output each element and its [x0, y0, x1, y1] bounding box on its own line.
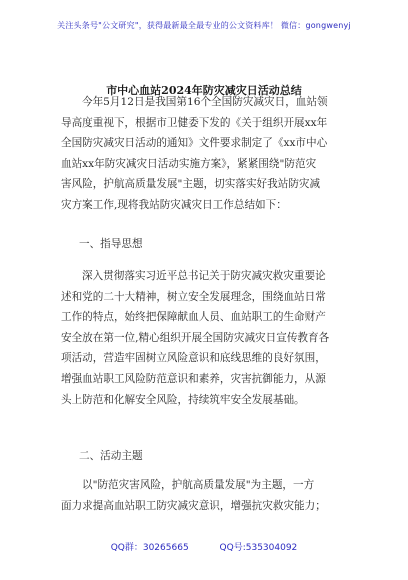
promo-banner: 关注头条号"公文研究"，获得最新最全最专业的公文资料库！ 微信：gongwenyj: [57, 21, 351, 30]
paragraph-line: 述和党的二十大精神，树立安全发展理念，围绕血站日常: [61, 290, 326, 303]
paragraph-line: 害风险，护航高质量发展"主题，切实落实好我站防灾减: [61, 178, 321, 191]
paragraph-line: 灾方案工作,现将我站防灾减灾日工作总结如下：: [61, 198, 287, 211]
activity-theme-paragraph: [61, 475, 343, 516]
qq-number: QQ号:535304092: [219, 543, 298, 553]
section-heading-activity-theme: 二、活动主题: [79, 450, 143, 462]
paragraph-line: 导高度重视下，根据市卫健委下发的《关于组织开展xx年: [61, 116, 328, 129]
paragraph-line: 今年5月12日是我国第16个全国防灾减灾日，血站领: [82, 96, 328, 108]
paragraph-line: 血站xx年防灾减灾日活动实施方案》，紧紧围绕"防范灾: [61, 157, 317, 170]
paragraph-line: 项活动，营造牢固树立风险意识和底线思维的良好氛围，: [61, 352, 326, 365]
guiding-ideology-paragraph: [61, 266, 343, 410]
footer-contacts: [0, 540, 408, 553]
paragraph-line: 安全放在第一位,精心组织开展全国防灾减灾日宣传教育各: [61, 331, 330, 344]
paragraph-line: 面力求提高血站职工防灾减灾意识，增强抗灾救灾能力；: [61, 499, 326, 512]
paragraph-line: 头上防范和化解安全风险，持续筑牢安全发展基础。: [61, 393, 305, 406]
document-title: 市中心血站2024年防灾减灾日活动总结: [106, 84, 302, 97]
section-heading-guiding-ideology: 一、指导思想: [79, 238, 143, 250]
qq-group-number: QQ群：30265665: [110, 543, 189, 553]
paragraph-line: 以"防范灾害风险，护航高质量发展"为主题，一方: [82, 479, 315, 491]
paragraph-line: 工作的特点，始终把保障献血人员、血站职工的生命财产: [61, 311, 326, 324]
paragraph-line: 深入贯彻落实习近平总书记关于防灾减灾救灾重要论: [82, 270, 326, 282]
paragraph-line: 增强血站职工风险防范意识和素养，灾害抗御能力，从源: [61, 372, 326, 385]
intro-paragraph: [61, 92, 343, 216]
paragraph-line: 全国防灾减灾日活动的通知》文件要求制定了《xx市中心: [61, 137, 328, 150]
